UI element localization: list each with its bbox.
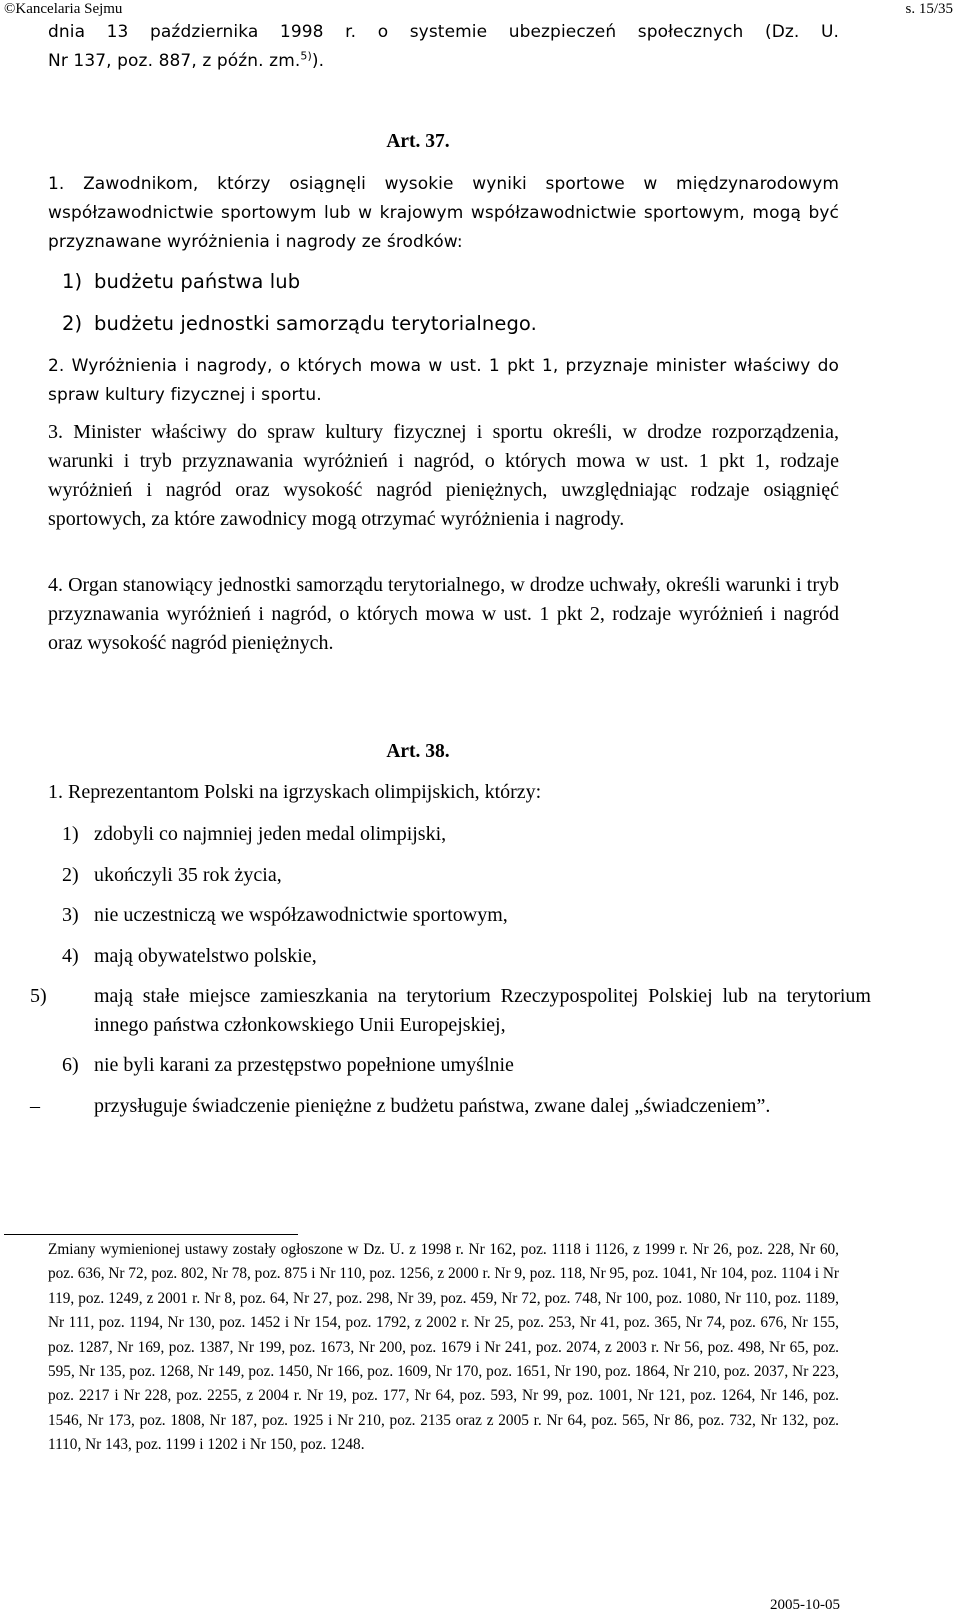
conclusion-text: przysługuje świadczenie pieniężne z budżetu państwa, zwane dalej „świadczeniem”. bbox=[94, 1095, 771, 1117]
art37-par2: 2. Wyróżnienia i nagrody, o których mowa w ust. 1 pkt 1, przyznaje minister właściwy do spraw kultury fizycznej i sportu. bbox=[48, 356, 839, 405]
art38-conclusion bbox=[30, 1092, 871, 1121]
intro-line-1: dnia 13 października 1998 r. o systemie ubezpieczeń społecznych (Dz. U. bbox=[48, 22, 839, 42]
intro-line-2 bbox=[48, 47, 839, 76]
item-number: 1) bbox=[62, 823, 79, 845]
art37-par3: 3. Minister właściwy do spraw kultury fizycznej i sportu określi, w drodze rozporządzenia, warunki i tryb przyznawania wyróżnień i nagród, o których mowa w ust. 1 pkt 1, rodzaje wyróżnień i nagród oraz wysokość nagród pieniężnych, uwzględniając rodzaje osiągnięć sportowych, za które zawodnicy mogą otrzymać wyróżnienia i nagrody. bbox=[48, 421, 839, 530]
item-number: 1) bbox=[62, 270, 83, 293]
footnote-ref: 5) bbox=[300, 49, 312, 63]
item-text: nie uczestniczą we współzawodnictwie sportowym, bbox=[94, 904, 508, 926]
art38-item-4 bbox=[62, 942, 839, 971]
item-text: budżetu państwa lub bbox=[94, 270, 301, 293]
item-number: 2) bbox=[62, 312, 83, 335]
item-text: budżetu jednostki samorządu terytorialnego. bbox=[94, 312, 537, 335]
item-text: mają obywatelstwo polskie, bbox=[94, 945, 317, 967]
publisher-label: ©Kancelaria Sejmu bbox=[4, 1, 123, 17]
art38-item-3 bbox=[62, 901, 839, 930]
item-text: nie byli karani za przestępstwo popełnione umyślnie bbox=[94, 1054, 514, 1076]
art38-par1: 1. Reprezentantom Polski na igrzyskach olimpijskich, którzy: bbox=[48, 781, 542, 803]
item-number: 2) bbox=[62, 864, 79, 886]
item-text: mają stałe miejsce zamieszkania na terytorium Rzeczypospolitej Polskiej lub na terytorium innego państwa członkowskiego Unii Europejskiej, bbox=[94, 985, 871, 1036]
intro-line-2-text: Nr 137, poz. 887, z późn. zm. bbox=[48, 51, 301, 71]
intro-line-2-end: ). bbox=[311, 51, 325, 71]
item-number: 5) bbox=[30, 985, 47, 1007]
dash-mark: – bbox=[30, 1095, 40, 1117]
art38-item-6 bbox=[62, 1051, 839, 1080]
art37-par4: 4. Organ stanowiący jednostki samorządu terytorialnego, w drodze uchwały, określi warunki i tryb przyznawania wyróżnień i nagród, o których mowa w ust. 1 pkt 2, rodzaje wyróżnień i nagród oraz wysokość nagród pieniężnych. bbox=[48, 574, 839, 654]
footnote-separator bbox=[4, 1234, 298, 1235]
article-37-heading: Art. 37. bbox=[386, 131, 450, 152]
art37-par1-item-1 bbox=[62, 267, 839, 296]
article-38-heading: Art. 38. bbox=[386, 741, 450, 762]
item-number: 3) bbox=[62, 904, 79, 926]
page-number: s. 15/35 bbox=[905, 1, 953, 17]
item-number: 6) bbox=[62, 1054, 79, 1076]
intro-paragraph bbox=[48, 18, 839, 76]
item-text: ukończyli 35 rok życia, bbox=[94, 864, 282, 886]
footnote-text: Zmiany wymienionej ustawy zostały ogłoszone w Dz. U. z 1998 r. Nr 162, poz. 1118 i 1126, z 1999 r. Nr 26, poz. 228, Nr 60, poz. 636, Nr 72, poz. 802, Nr 78, poz. 875 i Nr 110, poz. 1256, z 2000 r. Nr 9, poz. 118, Nr 95, poz. 1041, Nr 104, poz. 1104 i Nr 119, poz. 1249, z 2001 r. Nr 8, poz. 64, Nr 27, poz. 298, Nr 39, poz. 459, Nr 72, poz. 748, Nr 100, poz. 1080, Nr 110, poz. 1189, Nr 111, poz. 1194, Nr 130, poz. 1452 i Nr 154, poz. 1792, z 2002 r. Nr 25, poz. 253, Nr 41, poz. 365, Nr 74, poz. 676, Nr 155, poz. 1287, Nr 169, poz. 1387, Nr 199, poz. 1673, Nr 200, poz. 1679 i Nr 241, poz. 2074, z 2003 r. Nr 56, poz. 498, Nr 65, poz. 595, Nr 135, poz. 1268, Nr 149, poz. 1450, Nr 166, poz. 1609, Nr 170, poz. 1651, Nr 190, poz. 1864, Nr 210, poz. 2037, Nr 223, poz. 2217 i Nr 228, poz. 2255, z 2004 r. Nr 19, poz. 177, Nr 64, poz. 593, Nr 99, poz. 1001, Nr 121, poz. 1264, Nr 146, poz. 1546, Nr 173, poz. 1808, Nr 187, poz. 1925 i Nr 210, poz. 2135 oraz z 2005 r. Nr 64, poz. 565, Nr 86, poz. 732, Nr 132, poz. 1110, Nr 143, poz. 1199 i 1202 i Nr 150, poz. 1248. bbox=[48, 1241, 839, 1454]
art38-item-1 bbox=[62, 820, 839, 849]
art37-par1-item-2 bbox=[62, 309, 839, 338]
art38-item-5 bbox=[30, 982, 871, 1040]
art37-par1: 1. Zawodnikom, którzy osiągnęli wysokie wyniki sportowe w międzynarodowym współzawodnictwie sportowym lub w krajowym współzawodnictwie sportowym, mogą być przyznawane wyróżnienia i nagrody ze środków: bbox=[48, 174, 839, 252]
document-date: 2005-10-05 bbox=[770, 1597, 840, 1613]
item-number: 4) bbox=[62, 945, 79, 967]
footnote bbox=[4, 1238, 839, 1458]
item-text: zdobyli co najmniej jeden medal olimpijski, bbox=[94, 823, 447, 845]
art38-item-2 bbox=[62, 861, 839, 890]
